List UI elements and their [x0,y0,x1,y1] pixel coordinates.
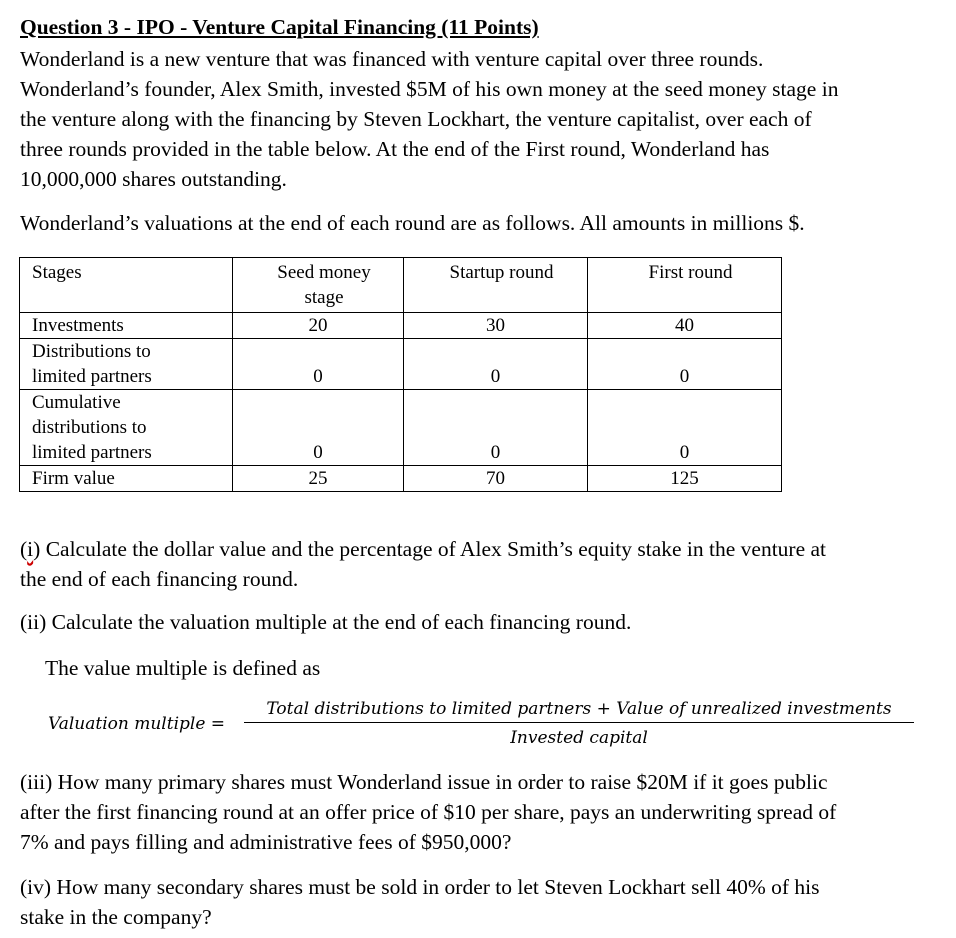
header-seed-line2: stage [304,287,344,308]
table-row [20,339,782,390]
spellcheck-marker: i [27,537,34,561]
header-stages: Stages [20,258,233,313]
header-seed-line1: Seed money [277,262,371,283]
part-iv-line: stake in the company? [20,905,212,929]
table-row [20,313,782,339]
question-title: Question 3 - IPO - Venture Capital Financing (11 Points) [20,15,539,39]
fraction-bar [244,722,914,723]
part-iii-line: 7% and pays filling and administrative fees of $950,000? [20,830,512,854]
row-label-line: limited partners [32,442,152,463]
cell-startup: 70 [404,466,588,492]
cell-startup: 30 [404,313,588,339]
cell-first: 40 [588,313,782,339]
valuations-intro: Wonderland’s valuations at the end of each round are as follows. All amounts in millions $. [20,211,805,235]
row-label-line: limited partners [32,366,152,387]
header-first: First round [588,258,782,313]
part-ii: (ii) Calculate the valuation multiple at the end of each financing round. [20,610,632,634]
row-label [20,313,233,339]
table-row [20,390,782,466]
cell-startup: 0 [404,390,588,466]
cell-first: 0 [588,390,782,466]
multiple-defined: The value multiple is defined as [45,656,321,680]
header-seed [233,258,404,313]
part-iii-line: (iii) How many primary shares must Wonderland issue in order to raise $20M if it goes public [20,770,828,794]
intro-line: the venture along with the financing by Steven Lockhart, the venture capitalist, over each of [20,107,812,131]
cell-first: 0 [588,339,782,390]
part-i-line: the end of each financing round. [20,567,299,591]
cell-seed: 0 [233,339,404,390]
header-startup: Startup round [404,258,588,313]
row-label-line: Distributions to [32,341,151,362]
cell-seed: 20 [233,313,404,339]
row-label-line: Cumulative [32,392,121,413]
cell-seed: 25 [233,466,404,492]
part-i-text: Calculate the dollar value and the percentage of Alex Smith’s equity stake in the venture at [45,537,827,561]
valuations-table [19,257,782,492]
formula-fraction [244,697,914,750]
row-label [20,466,233,492]
intro-line: Wonderland’s founder, Alex Smith, invested $5M of his own money at the seed money stage in [20,77,839,101]
row-label [20,339,233,390]
intro-line: 10,000,000 shares outstanding. [20,167,287,191]
cell-seed: 0 [233,390,404,466]
cell-first: 125 [588,466,782,492]
table-header-row [20,258,782,313]
formula-lhs: Valuation multiple = [48,714,226,734]
row-label [20,390,233,466]
part-iii-line: after the first financing round at an offer price of $10 per share, pays an underwriting spread of [20,800,837,824]
intro-line: Wonderland is a new venture that was financed with venture capital over three rounds. [20,47,764,71]
part-i-line: (i) Calculate the dollar value and the percentage of Alex Smith’s equity stake in the venture at [20,537,827,561]
table-row [20,466,782,492]
row-label-line: Firm value [32,468,115,489]
cell-startup: 0 [404,339,588,390]
intro-line: three rounds provided in the table below. At the end of the First round, Wonderland has [20,137,770,161]
formula-denominator: Invested capital [510,728,648,748]
formula-numerator: Total distributions to limited partners + Value of unrealized investments [266,699,892,719]
row-label-line: Investments [32,315,124,336]
part-iv-line: (iv) How many secondary shares must be sold in order to let Steven Lockhart sell 40% of his [20,875,820,899]
row-label-line: distributions to [32,417,147,438]
